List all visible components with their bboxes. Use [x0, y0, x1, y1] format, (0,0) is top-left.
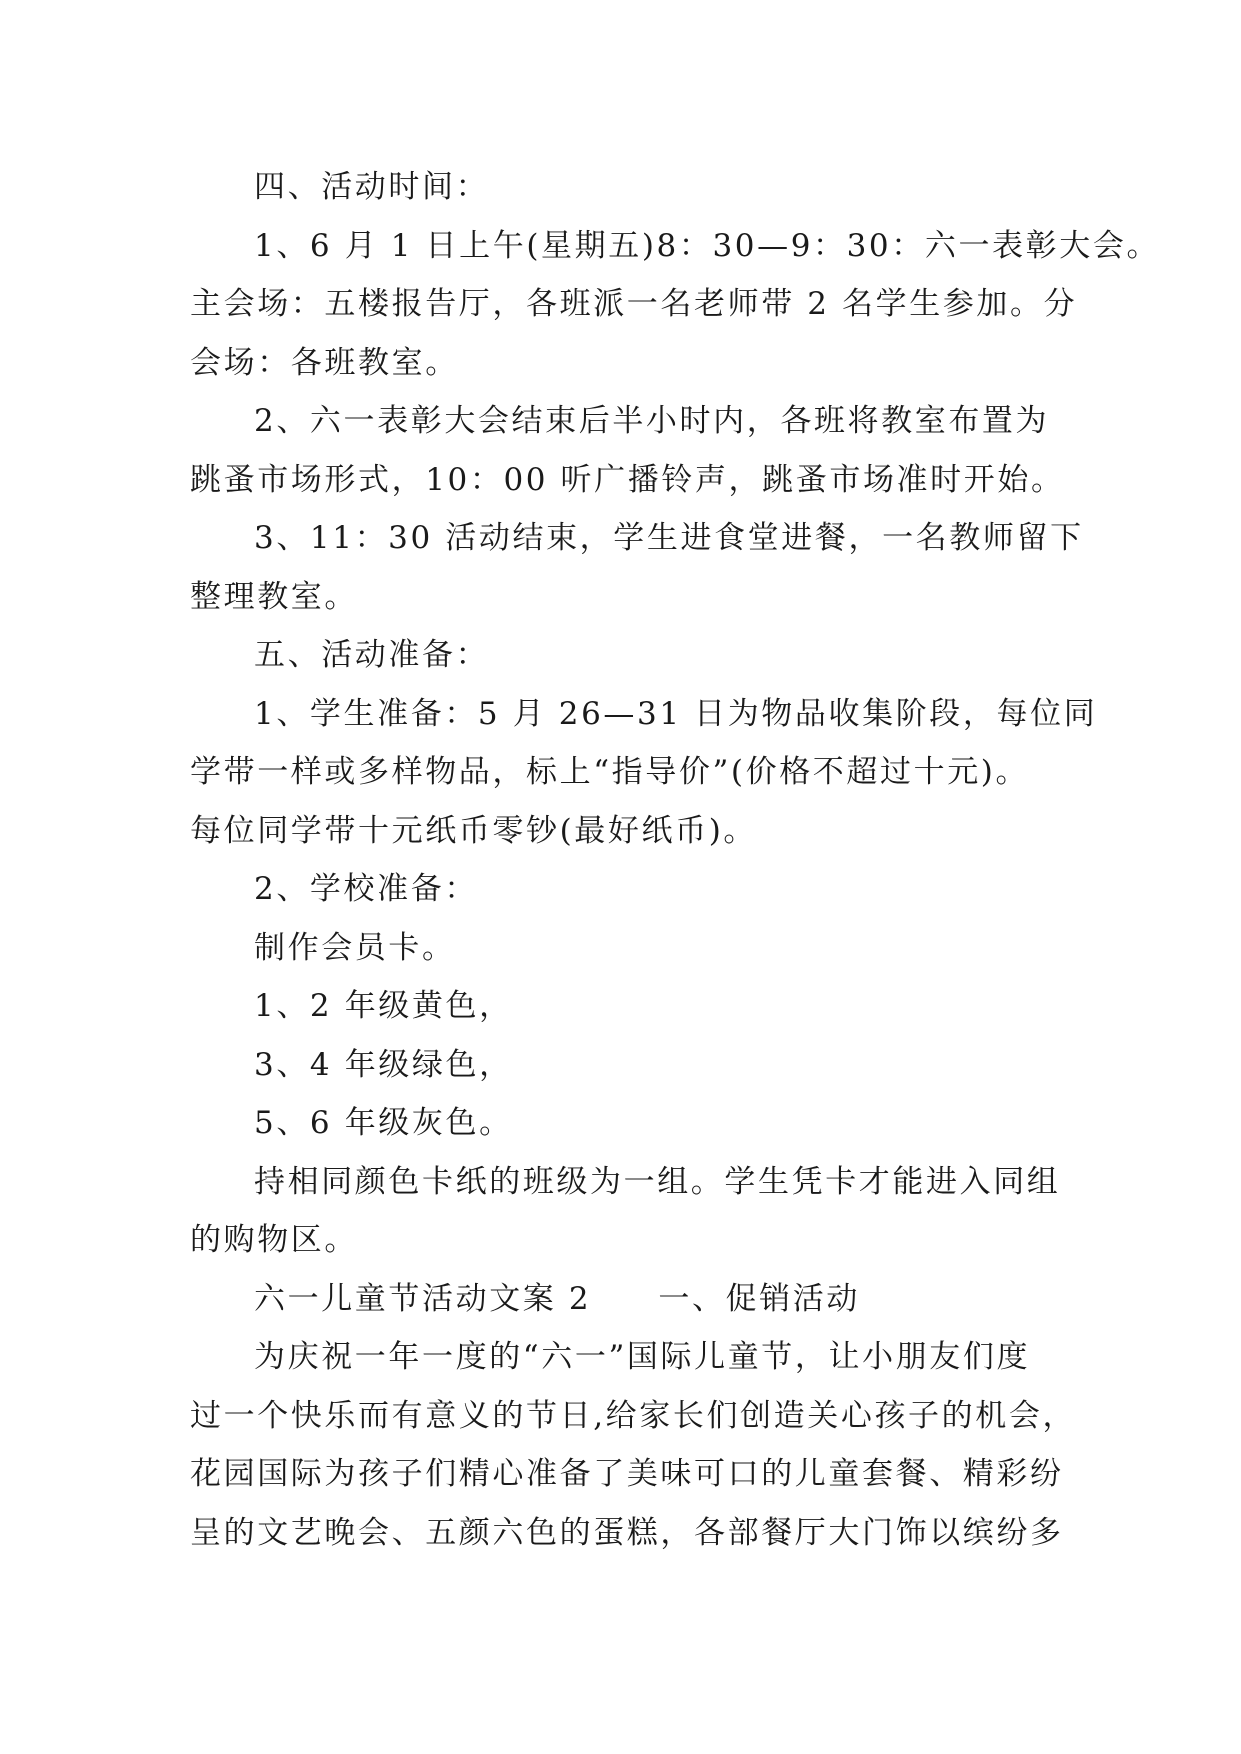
section-heading-plan-2: 六一儿童节活动文案 2 一、促销活动	[254, 1280, 860, 1317]
document-body	[190, 158, 1161, 1562]
text-line: 1、2 年级黄色，	[254, 988, 513, 1024]
text-line: 持相同颜色卡纸的班级为一组。学生凭卡才能进入同组	[254, 1163, 1061, 1200]
text-line: 3、4 年级绿色，	[254, 1046, 513, 1083]
text-line: 呈的文艺晚会、五颜六色的蛋糕，各部餐厅大门饰以缤纷多	[190, 1514, 1064, 1551]
text-line: 1、6 月 1 日上午(星期五)8：30—9：30：六一表彰大会。	[254, 227, 1161, 264]
text-line: 会场：各班教室。	[190, 344, 459, 381]
text-line: 学带一样或多样物品，标上“指导价”(价格不超过十元)。	[190, 754, 1030, 790]
text-line: 2、六一表彰大会结束后半小时内，各班将教室布置为	[254, 403, 1050, 439]
text-line: 1、学生准备：5 月 26—31 日为物品收集阶段，每位同	[254, 695, 1098, 732]
section-heading-activity-time: 四、活动时间：	[254, 169, 490, 205]
text-line: 跳蚤市场形式，10：00 听广播铃声，跳蚤市场准时开始。	[190, 461, 1065, 498]
text-line: 花园国际为孩子们精心准备了美味可口的儿童套餐、精彩纷	[190, 1456, 1064, 1492]
text-line: 每位同学带十元纸币零钞(最好纸币)。	[190, 812, 757, 849]
section-heading-activity-prep: 五、活动准备：	[254, 637, 490, 673]
text-line: 整理教室。	[190, 578, 358, 615]
text-line: 主会场：五楼报告厅，各班派一名老师带 2 名学生参加。分	[190, 286, 1078, 322]
text-line: 的购物区。	[190, 1222, 358, 1258]
text-line: 制作会员卡。	[254, 929, 456, 966]
text-line: 2、学校准备：	[254, 871, 478, 907]
text-line: 为庆祝一年一度的“六一”国际儿童节，让小朋友们度	[254, 1339, 1031, 1375]
text-line: 5、6 年级灰色。	[254, 1105, 513, 1141]
text-line: 3、11：30 活动结束，学生进食堂进餐，一名教师留下	[254, 520, 1084, 556]
text-line: 过一个快乐而有意义的节日,给家长们创造关心孩子的机会，	[190, 1397, 1077, 1434]
